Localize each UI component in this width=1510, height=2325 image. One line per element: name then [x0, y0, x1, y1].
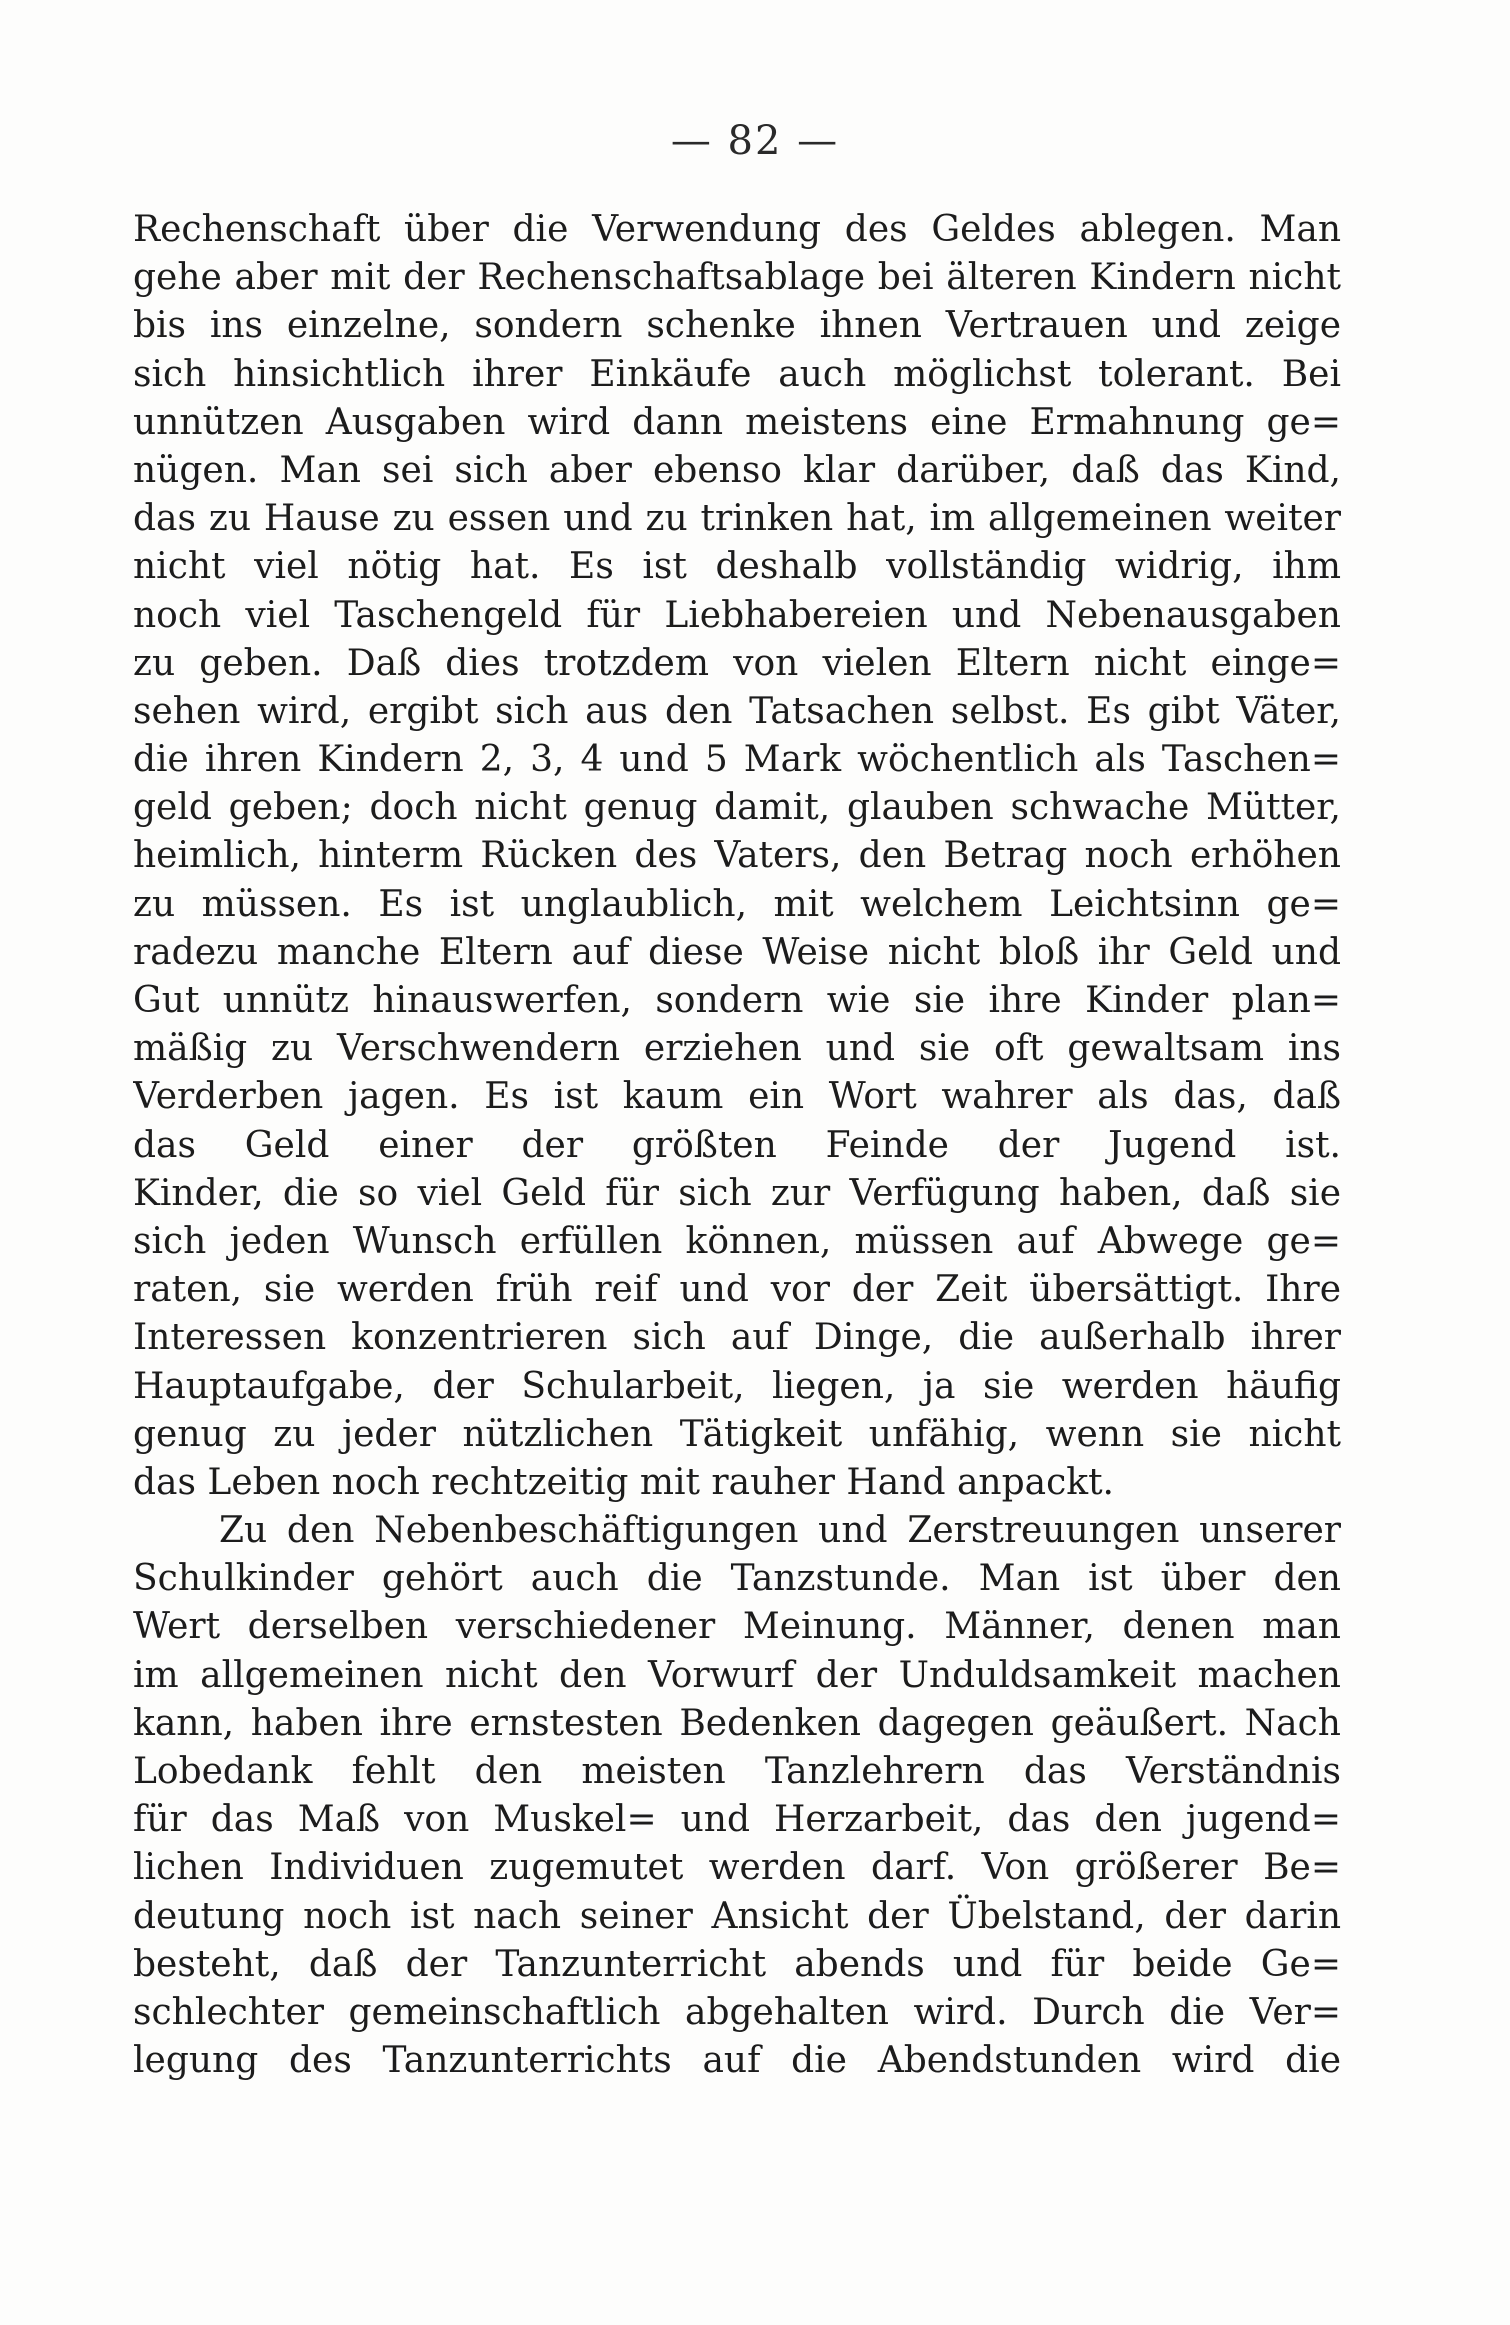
text-line: Verderben jagen. Es ist kaum ein Wort wahrer als das, daß — [133, 1076, 1341, 1118]
text-line: radezu manche Eltern auf diese Weise nicht bloß ihr Geld und — [133, 931, 1341, 973]
text-line: nicht viel nötig hat. Es ist deshalb vollständig widrig, ihm — [133, 546, 1341, 588]
text-line: für das Maß von Muskel= und Herzarbeit, das den jugend= — [133, 1799, 1341, 1841]
text-line: Interessen konzentrieren sich auf Dinge, die außerhalb ihrer — [133, 1317, 1341, 1359]
text-line: gehe aber mit der Rechenschaftsablage bei älteren Kindern nicht — [133, 257, 1341, 299]
text-line: genug zu jeder nützlichen Tätigkeit unfähig, wenn sie nicht — [133, 1413, 1341, 1455]
text-line: im allgemeinen nicht den Vorwurf der Unduldsamkeit machen — [133, 1654, 1341, 1696]
text-line: sehen wird, ergibt sich aus den Tatsachen selbst. Es gibt Väter, — [133, 690, 1341, 732]
page-number: — 82 — — [670, 118, 840, 164]
text-line: bis ins einzelne, sondern schenke ihnen Vertrauen und zeige — [133, 305, 1341, 347]
text-line: mäßig zu Verschwendern erziehen und sie oft gewaltsam ins — [133, 1028, 1341, 1070]
text-line: sich hinsichtlich ihrer Einkäufe auch möglichst tolerant. Bei — [133, 353, 1341, 395]
paragraph-1 — [133, 206, 1341, 1507]
text-line: Rechenschaft über die Verwendung des Geldes ablegen. Man — [133, 209, 1341, 250]
text-line: Lobedank fehlt den meisten Tanzlehrern das Verständnis — [133, 1751, 1341, 1792]
text-line: legung des Tanzunterrichts auf die Abendstunden wird die — [133, 2040, 1341, 2082]
text-line: Zu den Nebenbeschäftigungen und Zerstreuungen unserer — [219, 1510, 1341, 1552]
text-line: Hauptaufgabe, der Schularbeit, liegen, ja sie werden häufig — [133, 1365, 1341, 1407]
text-line: deutung noch ist nach seiner Ansicht der Übelstand, der darin — [133, 1895, 1341, 1937]
text-line: zu müssen. Es ist unglaublich, mit welchem Leichtsinn ge= — [133, 883, 1341, 925]
text-line: schlechter gemeinschaftlich abgehalten wird. Durch die Ver= — [133, 1991, 1341, 2033]
text-line: die ihren Kindern 2, 3, 4 und 5 Mark wöchentlich als Taschen= — [133, 739, 1341, 781]
text-line: sich jeden Wunsch erfüllen können, müssen auf Abwege ge= — [133, 1220, 1341, 1262]
text-line: das Leben noch rechtzeitig mit rauher Hand anpackt. — [133, 1461, 1114, 1503]
text-line: Schulkinder gehört auch die Tanzstunde. Man ist über den — [133, 1558, 1341, 1600]
text-line: Gut unnütz hinauswerfen, sondern wie sie ihre Kinder plan= — [133, 980, 1341, 1021]
text-line: noch viel Taschengeld für Liebhabereien und Nebenausgaben — [133, 594, 1341, 636]
text-line: raten, sie werden früh reif und vor der Zeit übersättigt. Ihre — [133, 1269, 1341, 1311]
text-line: nügen. Man sei sich aber ebenso klar darüber, daß das Kind, — [133, 449, 1341, 491]
text-line: zu geben. Daß dies trotzdem von vielen Eltern nicht einge= — [133, 642, 1341, 684]
body-text — [133, 206, 1341, 2085]
text-line: das Geld einer der größten Feinde der Jugend ist. — [133, 1124, 1341, 1166]
text-line: Wert derselben verschiedener Meinung. Männer, denen man — [133, 1606, 1341, 1648]
text-line: unnützen Ausgaben wird dann meistens eine Ermahnung ge= — [133, 401, 1341, 443]
text-line: lichen Individuen zugemutet werden darf. Von größerer Be= — [133, 1847, 1341, 1889]
text-line: das zu Hause zu essen und zu trinken hat, im allgemeinen weiter — [133, 498, 1341, 540]
text-line: besteht, daß der Tanzunterricht abends und für beide Ge= — [133, 1943, 1341, 1985]
text-line: heimlich, hinterm Rücken des Vaters, den Betrag noch erhöhen — [133, 835, 1341, 877]
text-line: geld geben; doch nicht genug damit, glauben schwache Mütter, — [133, 787, 1341, 829]
text-line: Kinder, die so viel Geld für sich zur Verfügung haben, daß sie — [133, 1172, 1341, 1214]
text-line: kann, haben ihre ernstesten Bedenken dagegen geäußert. Nach — [133, 1702, 1341, 1744]
paragraph-2 — [133, 1507, 1341, 2085]
